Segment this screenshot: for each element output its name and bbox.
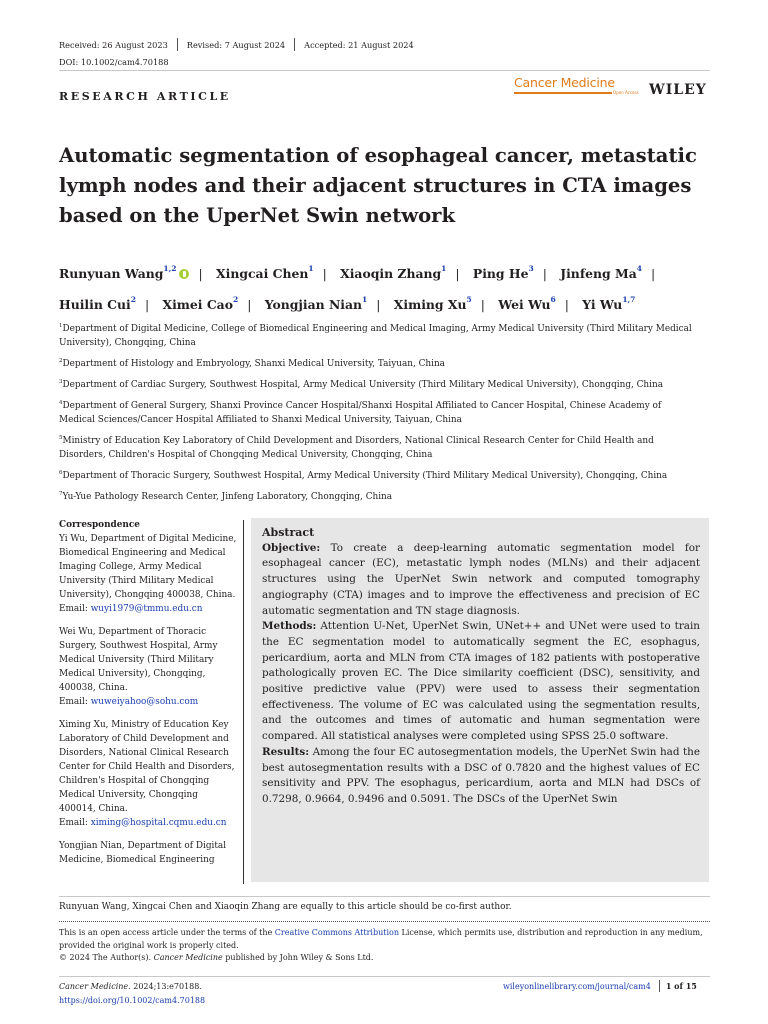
affiliation bbox=[59, 396, 699, 427]
author-affiliation-ref[interactable]: 1,2 bbox=[163, 264, 177, 273]
correspondence-text: Yi Wu, Department of Digital Medicine, Biomedical Engineering and Medical Imaging College, Army Medical University (Third Military Medical University), Chongqing 400038, China. bbox=[59, 534, 237, 600]
author-name[interactable]: Yi Wu bbox=[582, 297, 623, 312]
email-label: Email: bbox=[59, 818, 91, 828]
author-affiliation-ref[interactable]: 6 bbox=[550, 295, 556, 304]
citation bbox=[59, 980, 205, 1007]
creative-commons-link[interactable]: Creative Commons Attribution bbox=[274, 928, 399, 937]
journal-url-link[interactable]: wileyonlinelibrary.com/journal/cam4 bbox=[503, 981, 651, 991]
copyright-post: published by John Wiley & Sons Ltd. bbox=[222, 953, 374, 962]
divider bbox=[294, 38, 295, 51]
logo-underline bbox=[514, 92, 612, 94]
author-name[interactable]: Ping He bbox=[472, 266, 529, 281]
divider bbox=[177, 38, 178, 51]
affiliation bbox=[59, 354, 699, 371]
affiliation-number: 7 bbox=[59, 490, 63, 497]
footnote-rule bbox=[59, 896, 710, 897]
author[interactable] bbox=[560, 266, 642, 281]
sidebar-divider bbox=[243, 520, 244, 884]
abstract-methods bbox=[262, 619, 700, 745]
affiliation bbox=[59, 431, 699, 462]
author[interactable] bbox=[162, 297, 238, 312]
affiliation bbox=[59, 487, 699, 504]
journal-logo-bar bbox=[514, 90, 639, 95]
copyright-journal: Cancer Medicine bbox=[153, 953, 223, 962]
open-access-badge: Open Access bbox=[613, 90, 639, 95]
author-separator: | bbox=[322, 266, 327, 281]
author-separator: | bbox=[198, 266, 203, 281]
author-affiliation-ref[interactable]: 5 bbox=[466, 295, 472, 304]
correspondence-block bbox=[59, 532, 237, 616]
license-note bbox=[59, 927, 710, 965]
affiliation-text: Department of Thoracic Surgery, Southwest Hospital, Army Medical University (Third Military Medical University), Chongqing, China bbox=[62, 470, 668, 481]
affiliation-text: Yu-Yue Pathology Research Center, Jinfeng Laboratory, Chongqing, China bbox=[62, 491, 393, 502]
correspondence-text: Wei Wu, Department of Thoracic Surgery, Southwest Hospital, Army Medical University (Third Military Medical University), Chongqing, 400038, China. bbox=[59, 627, 218, 693]
footer-right bbox=[503, 980, 697, 992]
author-separator: | bbox=[455, 266, 460, 281]
author-separator: | bbox=[650, 266, 656, 281]
email-label: Email: bbox=[59, 697, 91, 707]
affiliation bbox=[59, 319, 699, 350]
doi: DOI: 10.1002/cam4.70188 bbox=[59, 57, 169, 67]
affiliation-number: 2 bbox=[59, 357, 63, 364]
methods-text: Attention U-Net, UperNet Swin, UNet++ and UNet were used to train the EC segmentation model to automatically segment the EC, esophagus, pericardium, aorta and MLN from CTA images of 182 patients with postoperative pathologically proven EC. The Dice similarity coefficient (DSC), sensitivity, and positive predictive value (PPV) were used to assess their segmentation effectiveness. The volume of EC was calculated using the segmentation results, and the outcomes and times of automatic and human segmentation were compared. All statistical analyses were completed using SPSS 25.0 software. bbox=[262, 620, 700, 743]
author-affiliation-ref[interactable]: 1 bbox=[441, 264, 447, 273]
email-link[interactable]: ximing@hospital.cqmu.edu.cn bbox=[90, 818, 227, 828]
email-link[interactable]: wuyi1979@tmmu.edu.cn bbox=[90, 604, 203, 614]
author-affiliation-ref[interactable]: 4 bbox=[636, 264, 642, 273]
affiliation-number: 5 bbox=[59, 434, 63, 441]
orcid-icon[interactable] bbox=[179, 269, 189, 279]
received-date: Received: 26 August 2023 bbox=[59, 39, 168, 50]
article-title: Automatic segmentation of esophageal cancer, metastatic lymph nodes and their adjacent structures in CTA images based on the UperNet Swin network bbox=[59, 144, 697, 227]
author[interactable] bbox=[394, 297, 472, 312]
author-separator: | bbox=[247, 297, 252, 312]
affiliation-text: Department of Histology and Embryology, Shanxi Medical University, Taiyuan, China bbox=[62, 358, 445, 369]
author[interactable] bbox=[582, 297, 635, 312]
page-number: 1 of 15 bbox=[665, 981, 697, 991]
author[interactable] bbox=[340, 266, 446, 281]
affiliation-number: 4 bbox=[59, 399, 63, 406]
affiliation-number: 1 bbox=[59, 323, 63, 329]
affiliation-text: Ministry of Education Key Laboratory of Child Development and Disorders, National Clinical Research Center for Child Health and Disorders, Children's Hospital of Chongqing Medical University, Chongqing, China bbox=[59, 435, 654, 460]
author-list bbox=[59, 256, 719, 318]
citation-journal: Cancer Medicine. bbox=[59, 982, 131, 991]
email-label: Email: bbox=[59, 604, 91, 614]
author-name[interactable]: Xiaoqin Zhang bbox=[340, 266, 442, 281]
author-name[interactable]: Ximing Xu bbox=[393, 297, 467, 312]
author-separator: | bbox=[542, 266, 547, 281]
correspondence-blocks bbox=[59, 532, 237, 867]
accepted-date: Accepted: 21 August 2024 bbox=[304, 39, 414, 50]
objective-label: Objective: bbox=[262, 541, 321, 554]
author-name[interactable]: Wei Wu bbox=[498, 297, 551, 312]
author-name[interactable]: Xingcai Chen bbox=[216, 266, 309, 281]
header-rule bbox=[59, 70, 710, 71]
affiliation-text: Department of General Surgery, Shanxi Province Cancer Hospital/Shanxi Hospital Affiliated to Cancer Hospital, Chinese Academy of Medical Sciences/Cancer Hospital Affiliated to Shanxi Medical University, Taiyuan, China bbox=[59, 400, 662, 425]
author-separator: | bbox=[480, 297, 485, 312]
author[interactable] bbox=[59, 297, 136, 312]
results-text: Among the four EC autosegmentation models, the UperNet Swin had the best autosegmentation results with a DSC of 0.7820 and the highest values of EC sensitivity and PPV. The esophagus, pericardium, aorta and MLN had DSCs of 0.7298, 0.9664, 0.9496 and 0.5091. The DSCs of the UperNet Swin bbox=[262, 745, 700, 805]
methods-label: Methods: bbox=[262, 620, 317, 633]
author-affiliation-ref[interactable]: 2 bbox=[232, 295, 239, 304]
author-name[interactable]: Jinfeng Ma bbox=[560, 266, 637, 281]
results-label: Results: bbox=[262, 745, 310, 758]
author-name[interactable]: Yongjian Nian bbox=[264, 297, 363, 312]
objective-text: To create a deep-learning automatic segmentation model for esophageal cancer (EC), metastatic lymph nodes (MLNs) and their adjacent structures using the UperNet Swin network and computed tomography angiography (CTA) images and to improve the effectiveness and precision of EC automatic segmentation and TN stage diagnosis. bbox=[262, 541, 700, 617]
correspondence bbox=[59, 518, 237, 876]
affiliation-number: 3 bbox=[59, 378, 63, 385]
affiliation bbox=[59, 466, 699, 483]
correspondence-block bbox=[59, 718, 237, 830]
publisher-logo[interactable]: WILEY bbox=[649, 82, 707, 98]
author-affiliation-ref[interactable]: 1,7 bbox=[622, 295, 636, 304]
doi-link[interactable]: https://doi.org/10.1002/cam4.70188 bbox=[59, 995, 206, 1005]
correspondence-block bbox=[59, 625, 237, 709]
author-separator: | bbox=[564, 297, 569, 312]
author-affiliation-ref[interactable]: 1 bbox=[362, 295, 368, 304]
abstract-results bbox=[262, 745, 700, 808]
correspondence-block bbox=[59, 839, 237, 867]
author-name[interactable]: Ximei Cao bbox=[162, 297, 233, 312]
footer-rule bbox=[59, 976, 710, 977]
author-affiliation-ref[interactable]: 1 bbox=[308, 264, 314, 273]
author-affiliation-ref[interactable]: 3 bbox=[528, 264, 534, 273]
affiliation-text: Department of Cardiac Surgery, Southwest Hospital, Army Medical University (Third Military Medical University), Chongqing, China bbox=[62, 379, 663, 390]
abstract-objective bbox=[262, 541, 700, 620]
author[interactable] bbox=[498, 297, 555, 312]
author-name[interactable]: Huilin Cui bbox=[59, 297, 131, 312]
divider bbox=[659, 980, 660, 992]
correspondence-text: Ximing Xu, Ministry of Education Key Laboratory of Child Development and Disorders, National Clinical Research Center for Child Health and Disorders, Children's Hospital of Chongqing Medical University, Chongqing 400014, China. bbox=[59, 720, 235, 814]
author[interactable] bbox=[265, 297, 368, 312]
author[interactable] bbox=[59, 266, 189, 281]
license-text-post: License, which permits use, distribution and reproduction in any medium, provided the original work is properly cited. bbox=[59, 928, 703, 950]
affiliation-list bbox=[59, 319, 699, 508]
journal-name: Cancer Medicine bbox=[514, 75, 615, 90]
author-name[interactable]: Runyuan Wang bbox=[59, 266, 164, 281]
author[interactable] bbox=[473, 266, 534, 281]
article-dates bbox=[59, 38, 414, 51]
affiliation-number: 6 bbox=[59, 469, 63, 476]
copyright-pre: © 2024 The Author(s). bbox=[59, 953, 154, 962]
correspondence-heading: Correspondence bbox=[59, 520, 140, 530]
article-type: RESEARCH ARTICLE bbox=[59, 90, 231, 103]
author-separator: | bbox=[144, 297, 150, 312]
correspondence-text: Yongjian Nian, Department of Digital Medicine, Biomedical Engineering bbox=[59, 841, 227, 865]
email-link[interactable]: wuweiyahoo@sohu.com bbox=[90, 697, 199, 707]
journal-logo[interactable] bbox=[514, 76, 639, 95]
abstract bbox=[262, 525, 700, 808]
affiliation bbox=[59, 375, 699, 392]
revised-date: Revised: 7 August 2024 bbox=[186, 39, 286, 50]
author-separator: | bbox=[376, 297, 381, 312]
dotted-divider bbox=[59, 921, 710, 922]
author[interactable] bbox=[216, 266, 314, 281]
abstract-heading: Abstract bbox=[262, 526, 315, 539]
citation-volume: 2024;13:e70188. bbox=[130, 982, 202, 991]
license-text-pre: This is an open access article under the terms of the bbox=[59, 928, 275, 937]
affiliation-text: Department of Digital Medicine, College of Biomedical Engineering and Medical Imaging, Army Medical University (Third Military Medical University), Chongqing, China bbox=[59, 323, 692, 348]
co-first-author-note: Runyuan Wang, Xingcai Chen and Xiaoqin Zhang are equally to this article should be co-first author. bbox=[59, 902, 512, 912]
author-affiliation-ref[interactable]: 2 bbox=[130, 295, 136, 304]
